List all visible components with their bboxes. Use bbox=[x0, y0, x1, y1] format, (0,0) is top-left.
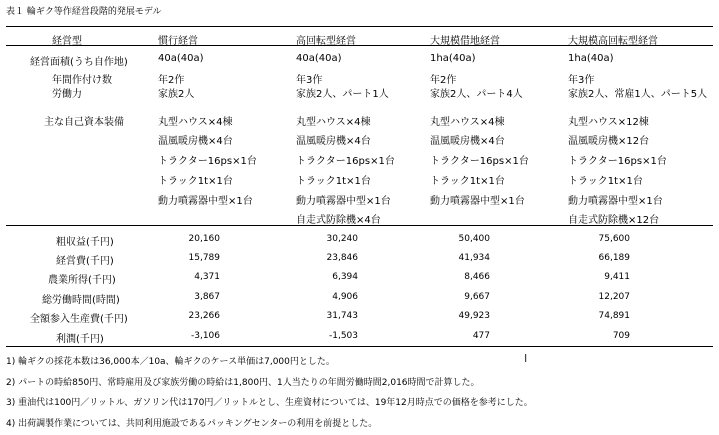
equipment-item: 動力噴霧器中型×1台 bbox=[568, 196, 663, 207]
row-label: 経営面積(うち自作地) bbox=[30, 57, 128, 68]
financial-value: 41,934 bbox=[458, 253, 490, 263]
financial-value: 23,266 bbox=[188, 311, 220, 321]
table-cell: 年2作 bbox=[430, 75, 457, 86]
table-cell: 年3作 bbox=[296, 75, 323, 86]
financial-value: 6,394 bbox=[332, 272, 358, 282]
equipment-item: 動力噴霧器中型×1台 bbox=[430, 196, 525, 207]
equipment-item: トラック1t×1台 bbox=[430, 176, 505, 187]
financial-value: 12,207 bbox=[598, 292, 630, 302]
equipment-item: トラクター16ps×1台 bbox=[568, 156, 667, 167]
header-cell: 高回転型経営 bbox=[296, 36, 356, 47]
equipment-item: 丸型ハウス×4棟 bbox=[430, 117, 505, 128]
financial-value: 3,867 bbox=[194, 292, 220, 302]
table-cell: 40a(40a) bbox=[296, 53, 342, 64]
financial-value: 31,743 bbox=[326, 311, 358, 321]
equipment-item: 動力噴霧器中型×1台 bbox=[158, 196, 253, 207]
row-label: 労働力 bbox=[52, 89, 82, 100]
table-cell: 年3作 bbox=[568, 75, 595, 86]
table-cell: 家族2人、パート1人 bbox=[296, 89, 389, 100]
table-cell: 家族2人 bbox=[158, 89, 195, 100]
equipment-item: 丸型ハウス×4棟 bbox=[296, 117, 371, 128]
financial-label: 全額参入生産費(千円) bbox=[30, 314, 128, 325]
table-cell: 年2作 bbox=[158, 75, 185, 86]
table-cell: 1ha(40a) bbox=[568, 53, 614, 64]
equipment-item: 自走式防除機×4台 bbox=[296, 215, 381, 226]
equipment-item: 温風暖房機×4台 bbox=[158, 136, 233, 147]
financial-label: 経営費(千円) bbox=[56, 256, 114, 267]
financial-value: 15,789 bbox=[188, 253, 220, 263]
financial-label: 農業所得(千円) bbox=[48, 275, 116, 286]
financial-label: 総労働時間(時間) bbox=[42, 295, 120, 306]
header-cell: 慣行経営 bbox=[158, 36, 198, 47]
footnote: 2) パートの時給850円、常時雇用及び家族労働の時給は1,800円、1人当たりの年間労働時間2,016時間で計算した。 bbox=[6, 378, 480, 388]
equipment-item: 温風暖房機×4台 bbox=[430, 136, 505, 147]
financial-value: 49,923 bbox=[458, 311, 490, 321]
footnote: 3) 重油代は100円／リットル、ガソリン代は170円／リットルとし、生産資材については、19年12月時点での価格を参考にした。 bbox=[6, 398, 533, 408]
footnote: 1) 輪ギクの採花本数は36,000本／10a、輪ギクのケース単価は7,000円とした。 bbox=[6, 357, 335, 367]
footnote: 4) 出荷調製作業については、共同利用施設であるパッキングセンターの利用を前提とした。 bbox=[6, 419, 378, 429]
header-cell: 経営型 bbox=[52, 36, 82, 47]
financial-value: 23,846 bbox=[326, 253, 358, 263]
financial-value: -1,503 bbox=[328, 331, 358, 341]
financial-value: 66,189 bbox=[598, 253, 630, 263]
equipment-item: トラクター16ps×1台 bbox=[296, 156, 395, 167]
financial-value: 75,600 bbox=[598, 234, 630, 244]
equipment-item: 丸型ハウス×4棟 bbox=[158, 117, 233, 128]
table-cell: 家族2人、常雇1人、パート5人 bbox=[568, 89, 708, 100]
equipment-item: トラック1t×1台 bbox=[158, 176, 233, 187]
header-cell: 大規模高回転型経営 bbox=[568, 36, 658, 47]
equipment-item: 動力噴霧器中型×1台 bbox=[296, 196, 391, 207]
financial-label: 利潤(千円) bbox=[56, 334, 104, 345]
equipment-item: トラック1t×1台 bbox=[296, 176, 371, 187]
bottom-rule bbox=[6, 346, 713, 347]
financial-value: 20,160 bbox=[188, 234, 220, 244]
header-cell: 大規模借地経営 bbox=[430, 36, 500, 47]
equipment-item: 丸型ハウス×12棟 bbox=[568, 117, 649, 128]
financial-value: 74,891 bbox=[598, 311, 630, 321]
financial-value: 8,466 bbox=[464, 272, 490, 282]
financial-value: 4,906 bbox=[332, 292, 358, 302]
financial-value: 30,240 bbox=[326, 234, 358, 244]
equipment-label: 主な自己資本装備 bbox=[44, 117, 124, 128]
equipment-item: トラクター16ps×1台 bbox=[158, 156, 257, 167]
equipment-item: 温風暖房機×12台 bbox=[568, 136, 650, 147]
table-cell: 40a(40a) bbox=[158, 53, 204, 64]
financial-value: 4,371 bbox=[194, 272, 220, 282]
text-cursor-icon: I bbox=[524, 352, 528, 365]
financial-value: 9,411 bbox=[604, 272, 630, 282]
equipment-item: 自走式防除機×12台 bbox=[568, 215, 660, 226]
equipment-item: トラクター16ps×1台 bbox=[430, 156, 529, 167]
equipment-item: トラック1t×1台 bbox=[568, 176, 643, 187]
table-cell: 1ha(40a) bbox=[430, 53, 476, 64]
financial-value: 9,667 bbox=[464, 292, 490, 302]
table-cell: 家族2人、パート4人 bbox=[430, 89, 523, 100]
financial-value: 50,400 bbox=[458, 234, 490, 244]
row-label: 年間作付け数 bbox=[52, 75, 112, 86]
equipment-item: 温風暖房機×4台 bbox=[296, 136, 371, 147]
financial-value: 477 bbox=[472, 331, 490, 341]
top-rule bbox=[6, 26, 713, 27]
financial-label: 粗収益(千円) bbox=[56, 237, 114, 248]
financial-value: -3,106 bbox=[190, 331, 220, 341]
table-title: 表１ 輪ギク等作経営段階的発展モデル bbox=[6, 7, 162, 17]
financial-value: 709 bbox=[612, 331, 630, 341]
